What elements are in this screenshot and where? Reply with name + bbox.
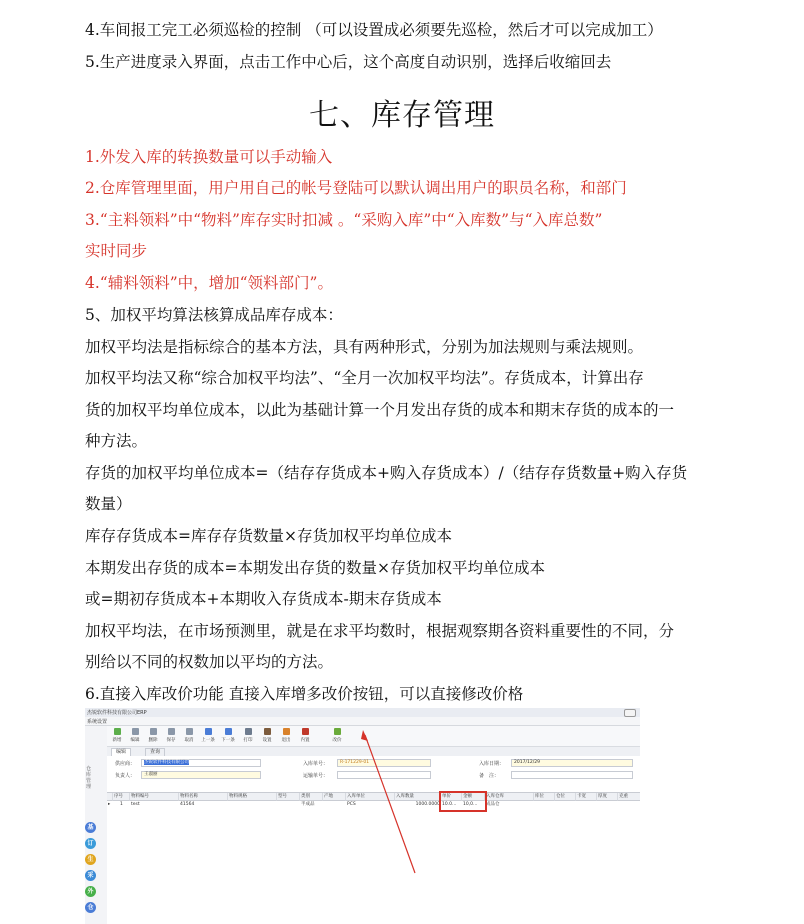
nav-circle-icon[interactable]: 订 (85, 838, 96, 849)
date-label: 入库日期： (479, 761, 505, 767)
grid-header: 厚度 (597, 793, 618, 801)
text-line: 本期发出存货的成本=本期发出存货的数量×存货加权平均单位成本 (85, 559, 545, 577)
text-line: 种方法。 (85, 432, 148, 450)
text-line: 存货的加权平均单位成本=（结存存货成本+购入存货成本）/（结存存货数量+购入存货 (85, 464, 688, 482)
text-line: 数量） (85, 495, 132, 513)
settings-button[interactable]: 设置 (259, 728, 275, 743)
nav-circle-icon[interactable]: 采 (85, 870, 96, 881)
ship-no-label: 运输单号： (303, 773, 329, 779)
text-line: 加权平均法，在市场预测里，就是在求平均数时，根据观察期各资料重要性的不同，分 (85, 622, 675, 640)
next-button[interactable]: 下一条 (220, 728, 236, 743)
date-field[interactable]: 2017/12/29 (511, 759, 633, 767)
section-title: 七、库存管理 (309, 98, 495, 133)
red-line: 2.仓库管理里面，用户用自己的帐号登陆可以默认调出用户的职员名称，和部门 (85, 179, 627, 197)
red-line: 4.“辅料领料”中，增加“领料部门”。 (85, 274, 333, 292)
nav-circle-icon[interactable]: 基 (85, 822, 96, 833)
grid-header: 物料编号 (130, 793, 179, 801)
change-price-button[interactable]: 改价 (329, 728, 345, 743)
red-line: 3.“主料领料”中“物料”库存实时扣减 。“采购入库”中“入库数”与“入库总数” (85, 211, 603, 229)
text-line: 6.直接入库改价功能 直接入库增多改价按钮，可以直接修改价格 (85, 685, 524, 703)
erp-screenshot (85, 708, 640, 924)
exit-button[interactable]: 退出 (278, 728, 294, 743)
row-pointer-icon: ▸ (108, 802, 111, 807)
row-category[interactable]: 半成品 (301, 802, 315, 807)
nav-circle-icon[interactable]: 外 (85, 886, 96, 897)
note-label: 备 注： (479, 773, 500, 779)
menu-system-settings[interactable]: 系统设置 (87, 719, 108, 725)
builtin-button[interactable]: 内置 (297, 728, 313, 743)
grid-header: 克重 (618, 793, 640, 801)
nav-circle-icon[interactable]: 仓 (85, 902, 96, 913)
row-amount[interactable]: 10,0... (463, 802, 478, 807)
tab-edit[interactable]: 编辑 (111, 748, 131, 756)
grid-header: 类别 (300, 793, 323, 801)
row-name[interactable]: 41564 (180, 802, 195, 807)
annotation-arrow-icon (85, 708, 640, 924)
grid-header: 金额 (462, 793, 485, 801)
row-price[interactable]: 10.0... (442, 802, 457, 807)
grid-header: 序号 (113, 793, 130, 801)
text-line: 5.生产进度录入界面，点击工作中心后，这个高度自动识别，选择后收缩回去 (85, 53, 612, 71)
grid-header: 卡宽 (576, 793, 597, 801)
text-line: 或=期初存货成本+本期收入存货成本-期末存货成本 (85, 590, 442, 608)
left-nav-label: 仓库管理 (86, 766, 92, 790)
row-unit[interactable]: PCS (347, 802, 356, 807)
delete-button[interactable]: 删除 (145, 728, 161, 743)
red-line: 实时同步 (85, 242, 148, 260)
owner-field[interactable]: 王淑丽 (141, 771, 261, 779)
grid-header: 型号 (277, 793, 300, 801)
text-line: 货的加权平均单位成本，以此为基础计算一个月发出存货的成本和期末存货的成本的一 (85, 401, 675, 419)
tab-query[interactable]: 查询 (145, 748, 165, 756)
order-no-field[interactable]: R-171229-01 (337, 759, 431, 767)
grid-header: 入库仓库 (485, 793, 534, 801)
cancel-button[interactable]: 取消 (181, 728, 197, 743)
text-line: 加权平均法又称“综合加权平均法”、“全月一次加权平均法”。存货成本，计算出存 (85, 369, 644, 387)
text-line: 加权平均法是指标综合的基本方法，具有两种形式，分别为加法规则与乘法规则。 (85, 338, 644, 356)
grid-header: 仓位 (555, 793, 576, 801)
new-button[interactable]: 新增 (109, 728, 125, 743)
save-button[interactable]: 保存 (163, 728, 179, 743)
row-index: 1 (120, 802, 123, 807)
supplier-label: 供应商： (115, 761, 136, 767)
order-no-label: 入库单号： (303, 761, 329, 767)
text-line: 4.车间报工完工必须巡检的控制 （可以设置成必须要先巡检，然后才可以完成加工） (85, 21, 663, 39)
supplier-field[interactable]: 杰锐软件科技有限公司 (141, 759, 261, 767)
row-code[interactable]: test (131, 802, 140, 807)
text-line: 5、加权平均算法核算成品库存成本： (85, 306, 343, 324)
print-button[interactable]: 打印 (240, 728, 256, 743)
grid-header: 物料规格 (228, 793, 277, 801)
grid-header: 入库单位 (346, 793, 395, 801)
row-warehouse[interactable]: 成品仓 (486, 802, 500, 807)
nav-circle-icon[interactable]: 生 (85, 854, 96, 865)
grid-header: 入库数量 (395, 793, 441, 801)
window-title: 杰锐软件科技有限公司ERP (87, 710, 147, 716)
prev-button[interactable]: 上一条 (200, 728, 216, 743)
text-line: 库存存货成本=库存存货数量×存货加权平均单位成本 (85, 527, 452, 545)
owner-label: 负责人： (115, 773, 136, 779)
grid-header: 库位 (534, 793, 555, 801)
red-line: 1.外发入库的转换数量可以手动输入 (85, 148, 333, 166)
text-line: 别给以不同的权数加以平均的方法。 (85, 653, 334, 671)
edit-button[interactable]: 编辑 (127, 728, 143, 743)
grid-header: 产地 (323, 793, 346, 801)
grid-header: 单价 (441, 793, 462, 801)
grid-header: 物料名称 (179, 793, 228, 801)
row-qty[interactable]: 1000.0000 (415, 802, 440, 807)
